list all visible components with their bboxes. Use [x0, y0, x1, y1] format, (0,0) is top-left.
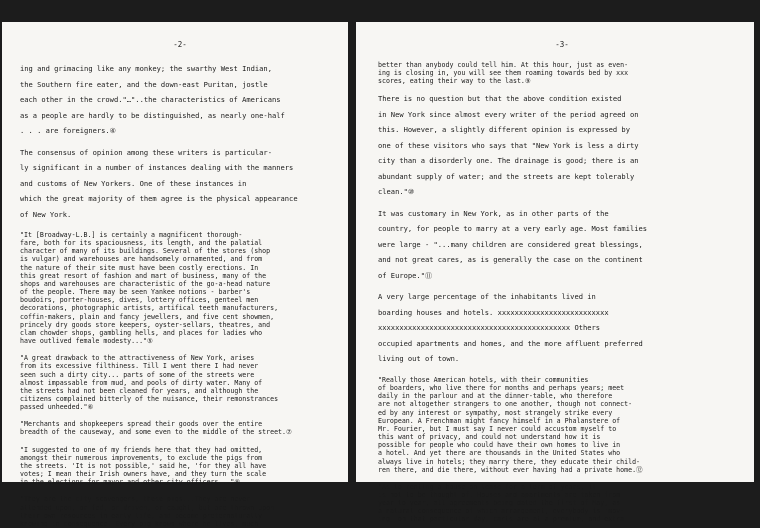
text-line: from its excessive filthiness. Till I went there I had never	[20, 362, 259, 371]
text-line: which the great majority of them agree is the physical appearance	[20, 194, 298, 203]
block-quote	[378, 376, 746, 474]
text-line: amongst their numerous improvements, to exclude the pigs from	[20, 453, 263, 462]
text-line: the streets had not been cleaned for years, and although the	[20, 386, 259, 395]
text-line: "Merchants and shopkeepers spread their goods over the entire	[20, 420, 263, 429]
text-line: this. However, a slightly different opinion is expressed by	[378, 125, 630, 135]
text-line: is not to be thought of. Houses and apartments are taken from	[378, 491, 621, 499]
text-line: clean."⑩	[378, 187, 415, 197]
text-line: possible for people who could have their own homes to live in	[378, 441, 621, 450]
right-manuscript-page	[356, 22, 754, 524]
page-number: -3-	[555, 40, 569, 49]
text-line: The consensus of opinion among these writers is particular-	[20, 147, 272, 157]
text-line: were large - "...many children are considered great blessings,	[378, 239, 643, 249]
text-line: city than a disorderly one. The drainage is good; there is an	[378, 156, 639, 166]
text-line: year to year, all agreements being dated the first of May; as	[378, 499, 621, 508]
text-line: Mr. Fourier, but I must say I never could accustom myself to	[378, 424, 617, 433]
text-line: passed unheeded."⑥	[20, 403, 94, 412]
paragraph	[378, 91, 746, 200]
text-line: ing' on that particular day; carts are at a premium, and extra	[378, 515, 625, 524]
text-line: ly significant in a number of instances dealing with the manners	[20, 163, 294, 172]
text-line: breadth of the causeway, and some even to the middle of the street.⑦	[20, 428, 292, 437]
text-line: almost impassable from mud, and pools of dirty water. Many of	[20, 378, 263, 387]
text-line: "It [Broadway-L.B.] is certainly a magnificent thorough-	[20, 231, 243, 239]
text-line: always live in hotels; they marry there, they educate their child-	[378, 457, 641, 466]
text-line: in the elections for mayor and other city officers..."⑧	[20, 478, 241, 487]
text-line: daily in the parlour and at the dinner-table, who therefore	[378, 392, 613, 401]
text-line: scores, eating their way to the last.⑨	[378, 77, 531, 86]
paragraph	[378, 289, 746, 367]
text-line: xxxxxxxxxxxxxxxxxxxxxxxxxxxxxxxxxxxxxxxxxxxxx Others	[378, 323, 601, 333]
text-line: and customs of New Yorkers. One of these instances in	[20, 178, 247, 188]
text-line: fare, both for its spaciousness, its length, and the palatial	[20, 239, 263, 248]
paragraph	[20, 61, 340, 139]
block-quote	[20, 495, 340, 528]
text-line: their own resources in early life, and become preternaturally	[20, 511, 263, 520]
text-line: better than anybody could tell him. At this hour, just as even-	[378, 61, 629, 69]
block-quote	[378, 483, 746, 524]
text-line: this great resort of fashion and mart of business, many of the	[20, 271, 267, 280]
text-line: of boarders, who live there for months and perhaps years; meet	[378, 384, 625, 393]
text-line: one of these visitors who says that "New York is less a dirty	[378, 140, 639, 150]
text-line: and not great cares, as is generally the case on the continent	[378, 255, 643, 265]
text-line: ed by any interest or sympathy, most strangely strike every	[378, 408, 613, 417]
text-line: There is no question but that the above condition existed	[378, 94, 622, 104]
text-line: a natural consequence of which arrangement, everybody is 'mov-	[378, 507, 625, 516]
text-line: the Southern fire eater, and the down-east Puritan, jostle	[20, 79, 268, 89]
text-line: ing is closing in, you will see them roaming towards bed by xxx	[378, 69, 629, 78]
page-number: -2-	[173, 40, 187, 49]
block-quote	[20, 420, 340, 436]
text-line: "They are the city scavengers, these pigs...They are never	[20, 495, 251, 504]
text-line: "Really those American hotels, with their communities	[378, 375, 589, 384]
text-line: "As to renting a house on lease for a term of years, it	[378, 482, 597, 491]
text-line: occupied apartments and homes, and the more affluent preferred	[378, 338, 643, 348]
text-line: "A great drawback to the attractiveness of New York, arises	[20, 354, 255, 363]
text-line: attended upon, or fed, or driven, or caught, but are thrown upon	[20, 503, 275, 512]
text-line: citizens complained bitterly of the nuisance, their remonstrances	[20, 394, 279, 403]
text-line: . . . are foreigners.④	[20, 126, 117, 135]
text-line: votes; I mean their Irish owners have, and they turn the scale	[20, 470, 267, 479]
block-quote	[20, 446, 340, 487]
text-line: knowing in consequence. Every pig knows where he lives, much	[20, 519, 259, 528]
text-line: the nature of their site must have been costly erections. In	[20, 263, 259, 272]
text-line: as a people are hardly to be distinguished, as nearly one-half	[20, 110, 285, 120]
text-line: of Europe."⑪	[378, 270, 433, 280]
text-line: "I suggested to one of my friends here that they had omitted,	[20, 445, 263, 454]
text-line: is vulgar) and warehouses are handsomely ornamented, and from	[20, 255, 263, 264]
text-line: A very large percentage of the inhabitants lived in	[378, 292, 596, 302]
text-line: a hotel. And yet there are thousands in the United States who	[378, 449, 621, 458]
text-line: of the people. There may be seen Yankee notions - barber's	[20, 288, 251, 297]
text-line: living out of town.	[378, 354, 460, 364]
text-line: shops and warehouses are characteristic of the go-a-head nature	[20, 279, 271, 288]
text-line: each other in the crowd."…"..the characteristics of Americans	[20, 95, 281, 104]
left-manuscript-page	[2, 22, 348, 528]
text-line: this want of privacy, and could not understand how it is	[378, 433, 601, 442]
text-line: European. A Frenchman might fancy himself in a Phalanstere of	[378, 416, 621, 425]
text-line: decorations, photographic artists, artifical teeth manufacturers,	[20, 304, 279, 313]
text-line: the streets. 'It is not possible,' said he, 'for they all have	[20, 461, 267, 470]
text-line: princely dry goods store keepers, oyster-sellars, theatres, and	[20, 320, 271, 329]
text-line: have outlived female modesty..."⑤	[20, 337, 153, 346]
paragraph	[20, 145, 340, 223]
text-line: country, for people to marry at a very early age. Most families	[378, 224, 648, 234]
paragraph	[378, 206, 746, 284]
text-line: boarding houses and hotels. xxxxxxxxxxxxxxxxxxxxxxxxxx	[378, 307, 609, 317]
block-quote	[378, 61, 746, 85]
text-line: coffin-makers, plain and fancy jewellers, and five cent showmen,	[20, 312, 275, 321]
text-line: boudoirs, porter-houses, dives, lottery offices, genteel men	[20, 296, 259, 305]
text-line: clam chowder shops, gambling hells, and places for ladies who	[20, 328, 263, 337]
text-line: are not altogether strangers to one another, though not connect-	[378, 400, 633, 409]
block-quote	[20, 354, 340, 411]
text-line: abundant supply of water; and the streets are kept tolerably	[378, 171, 635, 181]
text-line: ren there, and die there, without ever having had a private home.⑫	[378, 465, 643, 474]
text-line: seen such a dirty city... parts of some of the streets were	[20, 370, 255, 379]
text-line: character of many of its buildings. Several of the stores (shop	[20, 247, 271, 256]
text-line: It was customary in New York, as in other parts of the	[378, 208, 609, 218]
text-line: of New York.	[20, 209, 72, 219]
text-line: in New York since almost every writer of the period agreed on	[378, 109, 639, 119]
text-line: ing and grimacing like any monkey; the swarthy West Indian,	[20, 64, 272, 73]
block-quote	[20, 231, 340, 345]
